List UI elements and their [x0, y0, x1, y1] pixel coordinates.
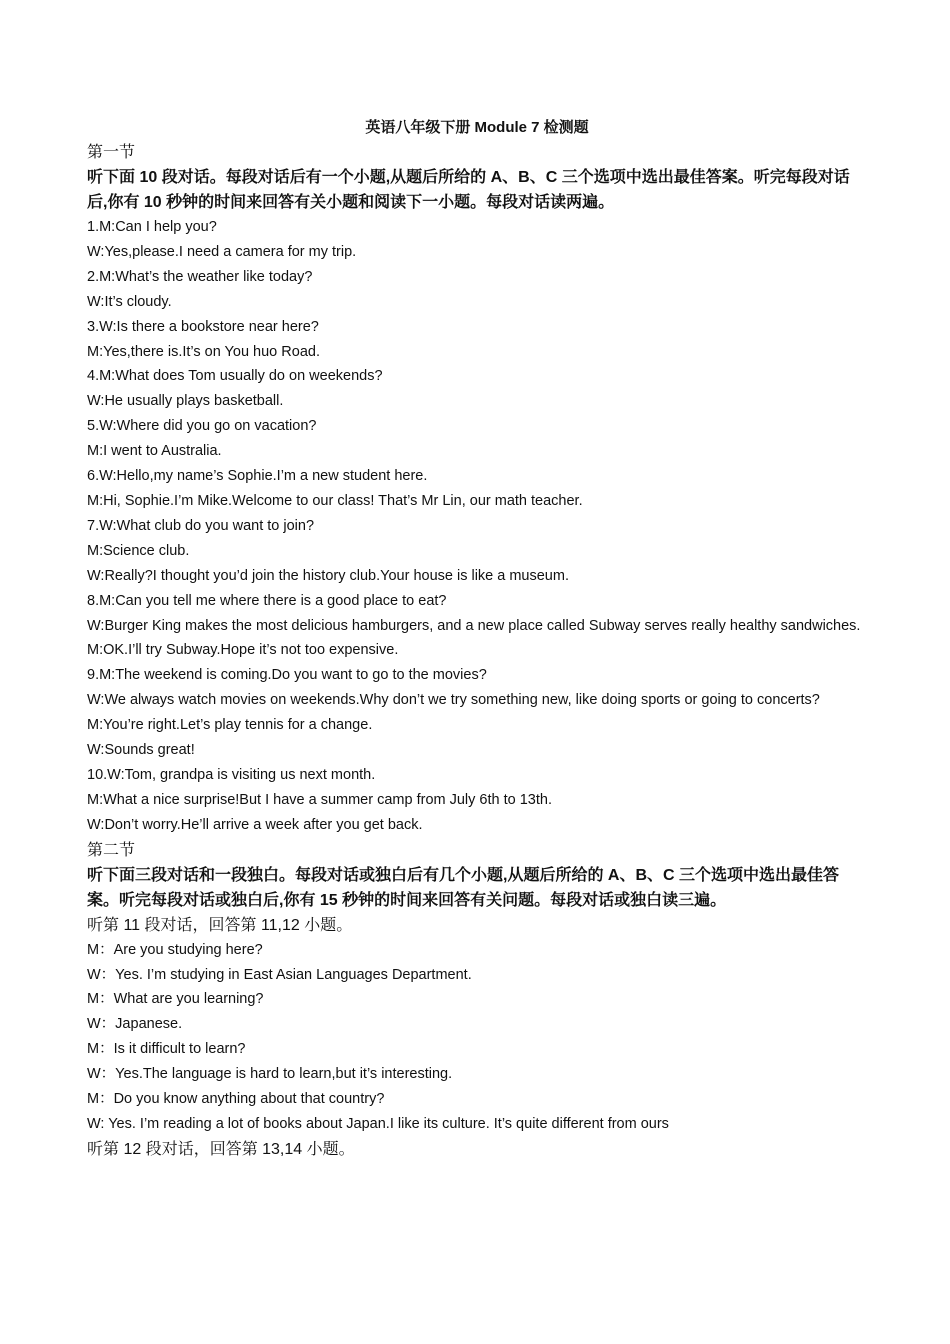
dialogue-line: M：Is it difficult to learn? — [87, 1041, 246, 1058]
dialogue-line: 7.W:What club do you want to join? — [87, 517, 315, 534]
section2-heading: 第二节 — [87, 841, 136, 859]
dialogue-line: W:Sounds great! — [87, 742, 195, 759]
dialogue-line: M:OK.I’ll try Subway.Hope it’s not too expensive. — [87, 642, 399, 659]
dialogue-line: W:Yes,please.I need a camera for my trip. — [87, 243, 357, 260]
dialogue-line: W:He usually plays basketball. — [87, 393, 284, 410]
dialogue-line: 8.M:Can you tell me where there is a good place to eat? — [87, 592, 447, 609]
dialogue11-heading: 听第 11 段对话，回答第 11,12 小题。 — [87, 916, 353, 934]
dialogue-line: M:Yes,there is.It’s on You huo Road. — [87, 343, 320, 360]
dialogue-line: M：Are you studying here? — [87, 941, 263, 958]
section2-instruction: 听下面三段对话和一段独白。每段对话或独白后有几个小题,从题后所给的 A、B、C 三个选项中选出最佳答案。听完每段对话或独白后,你有 15 秒钟的时间来回答有关问题。每段对话或独白读三遍。 — [87, 866, 840, 909]
dialogue-line: M:Hi, Sophie.I’m Mike.Welcome to our class! That’s Mr Lin, our math teacher. — [87, 492, 583, 509]
dialogue-line: W：Yes. I’m studying in East Asian Languages Department. — [87, 966, 472, 983]
dialogue-line: W:Really?I thought you’d join the history club.Your house is like a museum. — [87, 567, 569, 584]
dialogue12-heading: 听第 12 段对话，回答第 13,14 小题。 — [87, 1140, 355, 1158]
dialogue-line: W：Yes.The language is hard to learn,but it’s interesting. — [87, 1066, 453, 1083]
document-page — [87, 116, 867, 1162]
dialogue-line: 5.W:Where did you go on vacation? — [87, 418, 317, 435]
dialogue-line: M:What a nice surprise!But I have a summer camp from July 6th to 13th. — [87, 791, 552, 808]
dialogue-line: 3.W:Is there a bookstore near here? — [87, 318, 319, 335]
dialogue-line: W:We always watch movies on weekends.Why don’t we try something new, like doing sports or going to concerts? — [87, 692, 820, 709]
dialogue-line: 9.M:The weekend is coming.Do you want to go to the movies? — [87, 667, 487, 684]
dialogue-line: M：Do you know anything about that country? — [87, 1091, 385, 1108]
dialogue-line: 4.M:What does Tom usually do on weekends? — [87, 368, 383, 385]
dialogue-line: 10.W:Tom, grandpa is visiting us next month. — [87, 766, 376, 783]
dialogue-line: W:Burger King makes the most delicious hamburgers, and a new place called Subway serves really healthy sandwiches. — [87, 617, 861, 634]
section1-heading: 第一节 — [87, 144, 136, 161]
dialogue-line: 1.M:Can I help you? — [87, 219, 217, 235]
dialogue-line: 2.M:What’s the weather like today? — [87, 268, 313, 285]
dialogue-line: M:Science club. — [87, 542, 190, 559]
dialogue-line: W:It’s cloudy. — [87, 293, 172, 310]
dialogue-line: 6.W:Hello,my name’s Sophie.I’m a new student here. — [87, 468, 428, 485]
dialogue-line: M:You’re right.Let’s play tennis for a change. — [87, 717, 373, 734]
dialogue-line: W：Japanese. — [87, 1016, 183, 1033]
dialogue-line: W:Don’t worry.He’ll arrive a week after you get back. — [87, 816, 423, 833]
dialogue-line: W: Yes. I’m reading a lot of books about Japan.I like its culture. It’s quite different from ours — [87, 1116, 669, 1132]
section1-instruction: 听下面 10 段对话。每段对话后有一个小题,从题后所给的 A、B、C 三个选项中选出最佳答案。听完每段对话后,你有 10 秒钟的时间来回答有关小题和阅读下一小题。每段对话读两遍。 — [87, 169, 850, 211]
dialogue-line: M:I went to Australia. — [87, 443, 222, 460]
dialogue-line: M：What are you learning? — [87, 991, 264, 1008]
page-title: 英语八年级下册 Module 7 检测题 — [365, 119, 589, 136]
